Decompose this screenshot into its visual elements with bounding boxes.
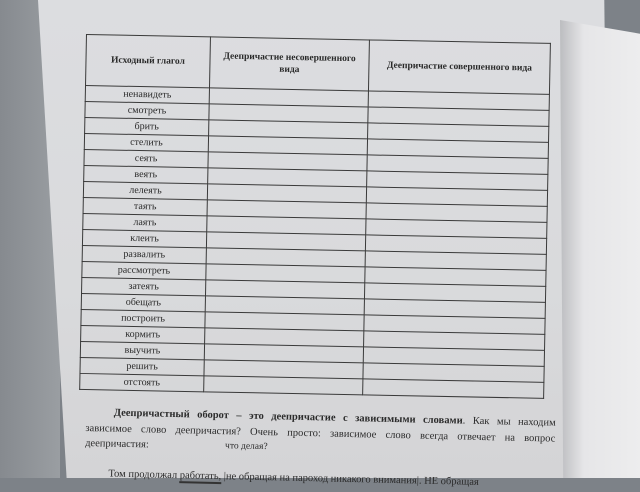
paragraph-example — [84, 465, 554, 491]
header-imperfective: Деепричастие несовершенного вида — [209, 37, 369, 91]
paragraph-definition — [85, 405, 556, 462]
verb-cell: стелить — [84, 133, 208, 151]
verb-cell: сеять — [84, 149, 208, 167]
verb-cell: клеить — [82, 229, 206, 247]
verb-cell: решить — [80, 357, 204, 375]
verb-cell: построить — [81, 309, 205, 327]
example-verb: работать, — [179, 469, 222, 482]
verb-cell: лелеять — [83, 181, 207, 199]
verb-cell: выучить — [80, 341, 204, 359]
example-end: . НЕ обращая — [418, 475, 479, 488]
verb-cell: отстоять — [80, 373, 204, 391]
definition-rest: . Как мы находим зависимое слово деепричастия? Очень просто: зависимое слово всегда отвечает на вопрос деепричастия: — [85, 415, 556, 451]
definition-bold: Деепричастный оборот – это деепричастие с зависимыми словами — [113, 407, 463, 427]
example-start: Том продолжал — [108, 468, 178, 481]
verb-cell: кормить — [81, 325, 205, 343]
verb-cell: лаять — [83, 213, 207, 231]
header-perfective: Деепричастие совершенного вида — [368, 40, 550, 94]
verb-cell: обещать — [81, 293, 205, 311]
verb-cell: затеять — [82, 277, 206, 295]
verb-cell: таять — [83, 197, 207, 215]
verb-table-wrapper — [79, 34, 556, 403]
perfective-cell — [363, 379, 544, 398]
verb-cell: смотреть — [85, 101, 209, 119]
example-phrase: |не обращая на пароход никакого внимания| — [223, 470, 420, 487]
verb-cell: веять — [84, 165, 208, 183]
verb-cell: рассмотреть — [82, 261, 206, 279]
imperfective-cell — [204, 376, 363, 395]
header-source-verb: Исходный глагол — [86, 35, 211, 88]
verb-table — [79, 34, 551, 399]
verb-cell: развалить — [82, 245, 206, 263]
question-label: что делая? — [224, 441, 268, 453]
verb-cell: ненавидеть — [85, 86, 209, 104]
verb-cell: брить — [85, 117, 209, 135]
explanation-text — [84, 405, 556, 492]
book-page-next — [560, 20, 640, 478]
